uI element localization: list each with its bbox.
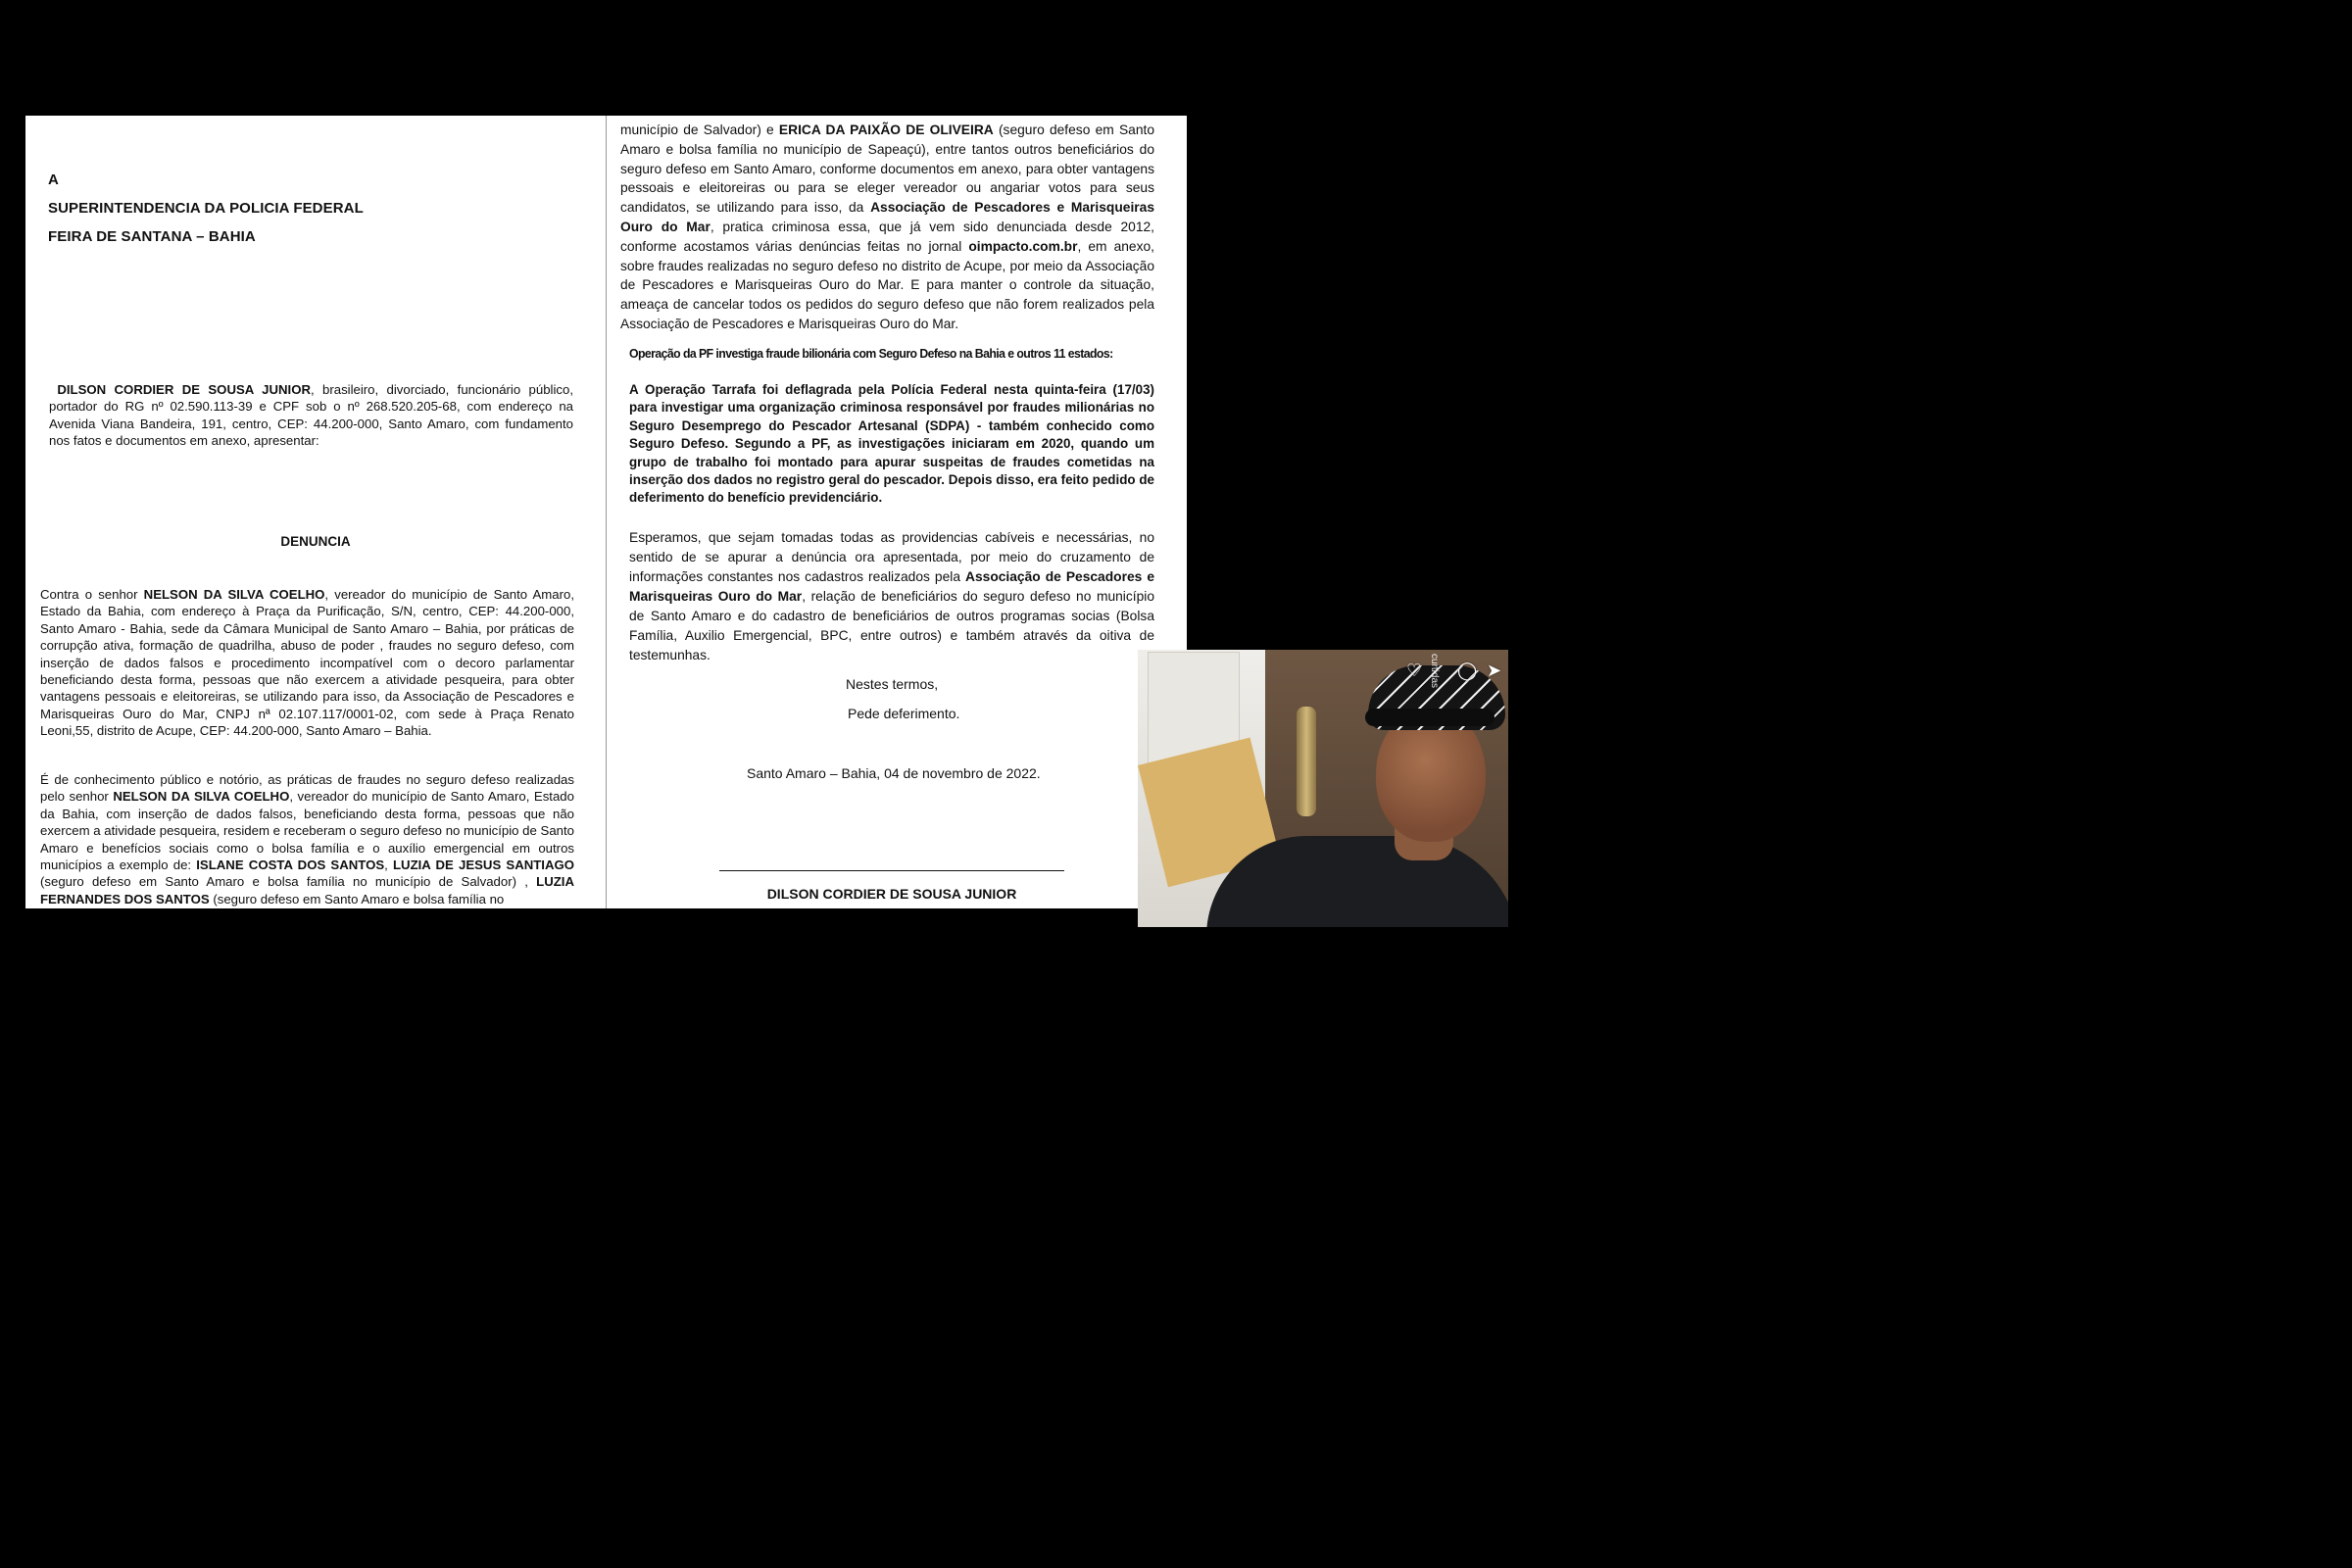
comment-icon[interactable]: ◯ (1457, 661, 1478, 680)
news-excerpt: A Operação Tarrafa foi deflagrada pela Polícia Federal nesta quinta-feira (17/03) para investigar uma organização criminosa responsável por fraudes milionárias no Seguro Desemprego do Pescador Artesanal (SDPA) - também conhecido como Seguro Defeso. Segundo a PF, as investigações iniciaram em 2020, quando um grupo de trabalho foi montado para apurar suspeitas de fraudes cometidas na inserção dos dados no registro geral do pescador. Depois disso, era feito pedido de deferimento do benefício previdenciário. (629, 382, 1154, 506)
person-cap-brim (1365, 709, 1494, 726)
addressee-line-1: A (48, 172, 59, 188)
complainant-name: DILSON CORDIER DE SOUSA JUNIOR (57, 382, 311, 397)
document-page-left (25, 116, 606, 908)
share-icon[interactable]: ➤ (1487, 661, 1502, 680)
intro-paragraph: DILSON CORDIER DE SOUSA JUNIOR, brasileiro, divorciado, funcionário público, portador do RG nº 02.590.113-39 e CPF sob o nº 268.520.205-68, com endereço na Avenida Viana Bandeira, 191, centro, CEP: 44.200-000, Santo Amaro, com fundamento nos fatos e documentos em anexo, apresentar: (49, 382, 573, 449)
video-overlay[interactable] (1138, 650, 1508, 927)
request-paragraph: Esperamos, que sejam tomadas todas as providencias cabíveis e necessárias, no sentido de se apurar a denúncia ora apresentada, por meio do cruzamento de informações constantes nos cadastros realizados pela Associação de Pescadores e Marisqueiras Ouro do Mar, relação de beneficiários do seguro defeso no município de Santo Amaro e do cadastro de beneficiários de outros programas socias (Bolsa Família, Auxilio Emergencial, BPC, entre outros) e também através da oitiva de testemunhas. (629, 530, 1155, 662)
likes-label: curtidas (1429, 654, 1440, 689)
continued-paragraph: município de Salvador) e ERICA DA PAIXÃO DE OLIVEIRA (seguro defeso em Santo Amaro e bolsa família no município de Sapeaçú), entre tantos outros beneficiários do seguro defeso em Santo Amaro, conforme documentos em anexo, para obter vantagens pessoais e eleitoreiras ou para se eleger vereador ou angariar votos para seus candidatos, se utilizando para isso, da Associação de Pescadores e Marisqueiras Ouro do Mar, pratica criminosa essa, que já vem sido denunciada desde 2012, conforme acostamos várias denúncias feitas no jornal oimpacto.com.br, em anexo, sobre fraudes realizadas no seguro defeso no distrito de Acupe, por meio da Associação de Pescadores e Marisqueiras Ouro do Mar. E para manter o controle da situação, ameaça de cancelar todos os pedidos do seguro defeso que não forem realizados pela Associação de Pescadores e Marisqueiras Ouro do Mar. (620, 122, 1155, 331)
addressee-line-2: SUPERINTENDENCIA DA POLICIA FEDERAL (48, 200, 364, 217)
closing-request: Pede deferimento. (848, 706, 960, 721)
signer-name: DILSON CORDIER DE SOUSA JUNIOR (766, 886, 1017, 902)
closing-terms: Nestes termos, (846, 676, 939, 692)
complaint-paragraph-1: Contra o senhor NELSON DA SILVA COELHO, vereador do município de Santo Amaro, Estado da Bahia, com endereço à Praça da Purificação, S/N, centro, CEP: 44.200-000, Santo Amaro - Bahia, sede da Câmara Municipal de Santo Amaro – Bahia, por práticas de corrupção ativa, formação de quadrilha, abuso de poder , fraudes no seguro defeso, com inserção de dados falsos e procedimento incompatível com o decoro parlamentar beneficiando desta forma, pessoas que não exercem a atividade pesqueira, para obter vantagens pessoais e eleitoreiras, se utilizando para isso, da Associação de Pescadores e Marisqueiras Ouro do Mar, CNPJ nª 02.107.117/0001-02, com sede à Praça Renato Leoni,55, distrito de Acupe, CEP: 44.200-000, Santo Amaro – Bahia. (40, 587, 575, 739)
heart-icon[interactable]: ♡ (1406, 661, 1423, 680)
document-page-right (607, 116, 1187, 908)
document-title: DENUNCIA (280, 534, 351, 549)
news-headline: Operação da PF investiga fraude bilionária com Seguro Defeso na Bahia e outros 11 estados: (629, 346, 1113, 361)
complaint-paragraph-2: É de conhecimento público e notório, as práticas de fraudes no seguro defeso realizadas pelo senhor NELSON DA SILVA COELHO, vereador do município de Santo Amaro, Estado da Bahia, com inserção de dados falsos, beneficiando desta forma, pessoas que não exercem a atividade pesqueira, residem e receberam o seguro defeso no município de Santo Amaro e benefícios sociais como o bolsa família e o auxílio emergencial em outros municípios a exemplo de: ISLANE COSTA DOS SANTOS, LUZIA DE JESUS SANTIAGO (seguro defeso em Santo Amaro e bolsa família no município de Salvador) , LUZIA FERNANDES DOS SANTOS (seguro defeso em Santo Amaro e bolsa família no (40, 772, 575, 906)
signature-line (719, 870, 1064, 871)
place-and-date: Santo Amaro – Bahia, 04 de novembro de 2022. (747, 765, 1041, 781)
addressee-line-3: FEIRA DE SANTANA – BAHIA (48, 228, 256, 245)
door-handle (1297, 707, 1316, 816)
